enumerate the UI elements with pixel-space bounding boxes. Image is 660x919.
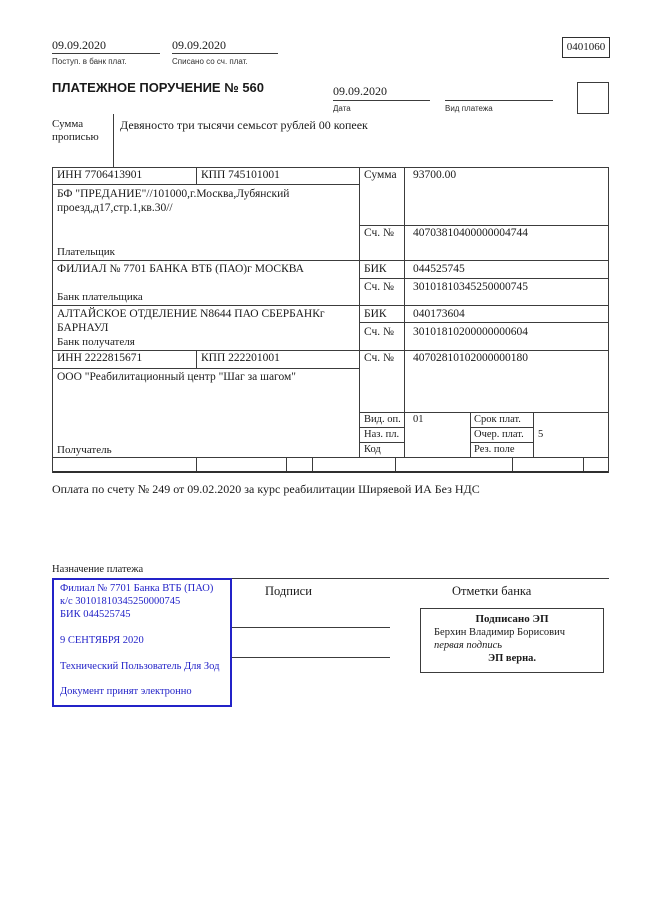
doc-date-underline xyxy=(333,100,430,101)
table-line xyxy=(52,184,359,185)
bank-stamp-line-3: БИК 044525745 xyxy=(60,609,131,620)
payer-inn: ИНН 7706413901 xyxy=(57,169,143,181)
priority-label: Очер. плат. xyxy=(474,429,524,440)
doc-date: 09.09.2020 xyxy=(333,84,387,98)
table-line xyxy=(359,322,609,323)
payment-type-box xyxy=(577,82,609,114)
table-line xyxy=(52,457,609,458)
bank-stamp xyxy=(52,578,232,707)
beneficiary-kpp: КПП 222201001 xyxy=(201,352,280,364)
payer-kpp: КПП 745101001 xyxy=(201,169,280,181)
bank-stamp-line-4: 9 СЕНТЯБРЯ 2020 xyxy=(60,635,144,646)
doc-title: ПЛАТЕЖНОЕ ПОРУЧЕНИЕ № 560 xyxy=(52,80,265,95)
table-line-bottom xyxy=(52,471,609,473)
beneficiary-bank-bik-label: БИК xyxy=(364,308,387,320)
amount-words-value: Девяносто три тысячи семьсот рублей 00 копеек xyxy=(120,118,368,132)
payment-type-label: Вид платежа xyxy=(445,104,493,113)
beneficiary-bank-account-label: Сч. № xyxy=(364,326,395,338)
esign-subtitle: первая подпись xyxy=(434,640,503,651)
beneficiary-bank-bik-value: 040173604 xyxy=(413,308,465,320)
debited-date-underline xyxy=(172,53,278,54)
sum-value: 93700.00 xyxy=(413,169,457,181)
payer-account-label: Сч. № xyxy=(364,227,395,239)
purpose-label: Назначение платежа xyxy=(52,564,144,575)
code-row-divider xyxy=(196,457,197,471)
table-line xyxy=(359,278,609,279)
signature-line-1 xyxy=(230,627,390,628)
received-date: 09.09.2020 xyxy=(52,38,106,52)
table-line xyxy=(470,427,533,428)
table-line-v xyxy=(196,350,197,368)
table-line xyxy=(359,427,404,428)
bank-stamp-line-6: Документ принят электронно xyxy=(60,686,192,697)
code-row-divider xyxy=(512,457,513,471)
beneficiary-account-label: Сч. № xyxy=(364,352,395,364)
due-date-label: Срок плат. xyxy=(474,414,521,425)
table-line-v xyxy=(533,412,534,457)
code-row-divider xyxy=(395,457,396,471)
received-date-underline xyxy=(52,53,160,54)
bank-stamp-line-5: Технический Пользователь Для Зод xyxy=(60,661,220,672)
beneficiary-section-label: Получатель xyxy=(57,444,112,456)
table-line xyxy=(52,350,609,351)
payer-name: БФ "ПРЕДАНИЕ"//101000,г.Москва,Лубянский проезд,д17,стр.1,кв.30// xyxy=(57,188,290,214)
reserve-label: Рез. поле xyxy=(474,444,515,455)
payment-type-underline xyxy=(445,100,553,101)
table-line-top xyxy=(52,167,609,168)
payer-bank-section-label: Банк плательщика xyxy=(57,291,143,303)
table-line xyxy=(359,442,404,443)
beneficiary-bank-account-value: 30101810200000000604 xyxy=(413,326,528,338)
code-row-divider xyxy=(312,457,313,471)
table-line xyxy=(359,225,609,226)
table-line xyxy=(52,305,609,306)
bank-marks-label: Отметки банка xyxy=(452,584,532,598)
table-line-v xyxy=(470,412,471,457)
code-label: Код xyxy=(364,444,381,455)
payer-bank-name: ФИЛИАЛ № 7701 БАНКА ВТБ (ПАО)г МОСКВА xyxy=(57,263,304,275)
beneficiary-bank-section-label: Банк получателя xyxy=(57,336,135,348)
op-type-label: Вид. оп. xyxy=(364,414,401,425)
bank-stamp-line-2: к/с 30101810345250000745 xyxy=(60,596,181,607)
beneficiary-inn: ИНН 2222815671 xyxy=(57,352,143,364)
signatures-label: Подписи xyxy=(265,584,312,598)
table-border-left xyxy=(52,167,53,473)
code-row-divider xyxy=(583,457,584,471)
purpose-text: Оплата по счету № 249 от 09.02.2020 за курс реабилитации Ширяевой ИА Без НДС xyxy=(52,482,480,496)
table-line xyxy=(52,260,609,261)
beneficiary-account-value: 40702810102000000180 xyxy=(413,352,528,364)
debited-date: 09.09.2020 xyxy=(172,38,226,52)
priority-value: 5 xyxy=(538,429,544,440)
table-line xyxy=(359,412,609,413)
table-line-v xyxy=(359,167,360,457)
payer-bank-bik-value: 044525745 xyxy=(413,263,465,275)
signature-line-2 xyxy=(230,657,390,658)
code-row-divider xyxy=(286,457,287,471)
beneficiary-name: ООО "Реабилитационный центр "Шаг за шагом" xyxy=(57,371,296,383)
sum-label: Сумма xyxy=(364,169,397,181)
table-border-right xyxy=(608,167,609,473)
esign-verified: ЭП верна. xyxy=(487,653,536,664)
payer-bank-bik-label: БИК xyxy=(364,263,387,275)
pay-purpose-label: Наз. пл. xyxy=(364,429,400,440)
payer-bank-account-label: Сч. № xyxy=(364,281,395,293)
esign-stamp xyxy=(420,608,604,673)
received-date-label: Поступ. в банк плат. xyxy=(52,57,127,66)
table-line-v xyxy=(404,167,405,457)
form-code-box: 0401060 xyxy=(562,37,610,58)
payer-bank-account-value: 30101810345250000745 xyxy=(413,281,528,293)
doc-date-label: Дата xyxy=(333,104,351,113)
payer-section-label: Плательщик xyxy=(57,246,115,258)
beneficiary-bank-name: АЛТАЙСКОЕ ОТДЕЛЕНИЕ N8644 ПАО СБЕРБАНКг БАРНАУЛ xyxy=(57,308,325,334)
table-line-v xyxy=(196,167,197,184)
payer-account-value: 40703810400000004744 xyxy=(413,227,528,239)
table-line xyxy=(52,368,359,369)
esign-title: Подписано ЭП xyxy=(475,613,549,625)
esign-name: Берхин Владимир Борисович xyxy=(434,627,565,638)
bank-stamp-line-1: Филиал № 7701 Банка ВТБ (ПАО) xyxy=(60,583,214,594)
debited-date-label: Списано со сч. плат. xyxy=(172,57,248,66)
amount-words-label: Сумма прописью xyxy=(52,118,99,143)
table-line xyxy=(470,442,533,443)
amount-words-divider xyxy=(113,114,114,167)
op-type-value: 01 xyxy=(413,414,424,425)
